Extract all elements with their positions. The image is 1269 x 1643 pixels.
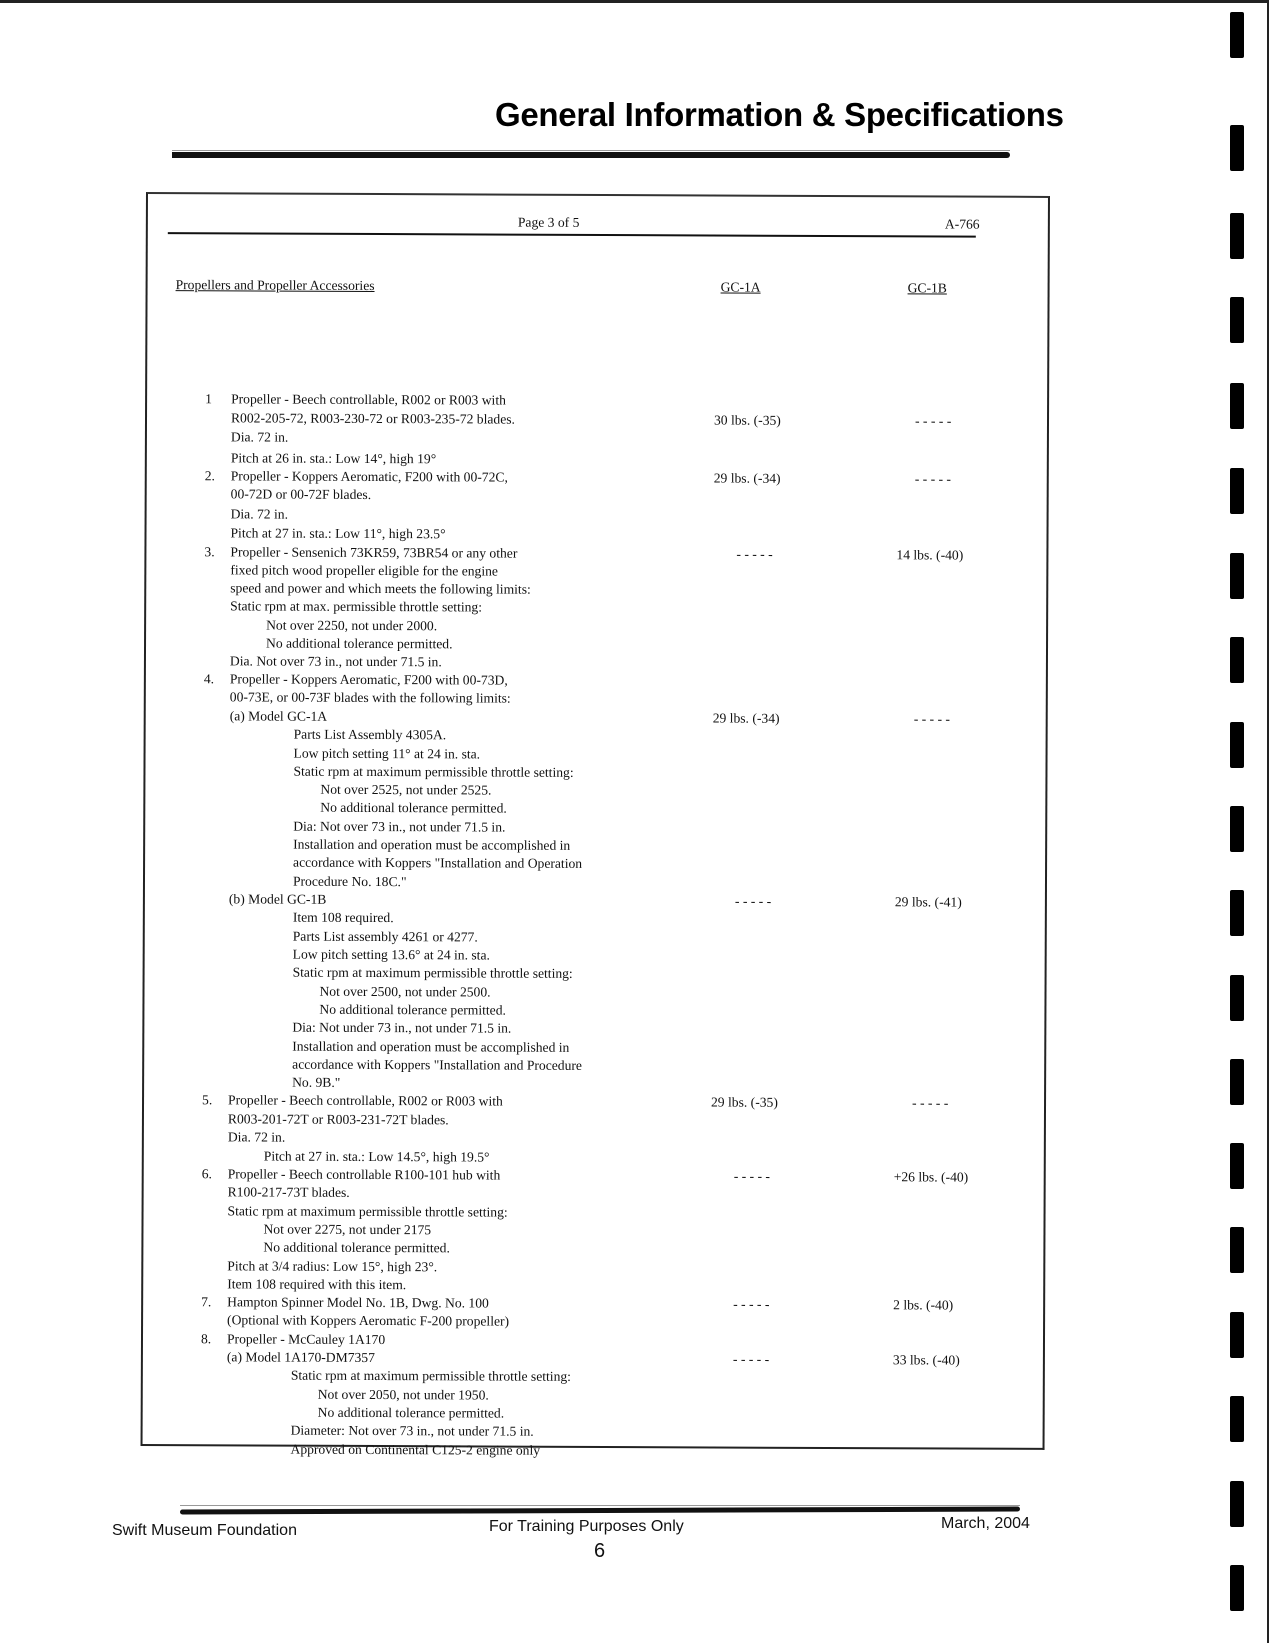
weight-gc1a: - - - - - <box>736 546 773 562</box>
column-header-gc1a: GC-1A <box>720 279 761 295</box>
weight-gc1a: - - - - - <box>732 1351 770 1367</box>
spec-line: Propeller - Sensenich 73KR59, 73BR54 or any other <box>230 544 518 561</box>
scan-mark <box>1230 806 1244 852</box>
spec-line: Dia: Not under 73 in., not under 71.5 in. <box>292 1019 512 1036</box>
spec-line: Propeller - Beech controllable R100-101 hub with <box>227 1166 501 1183</box>
spec-line: (a) Model GC-1A <box>229 708 328 724</box>
item-number: 7. <box>201 1294 212 1310</box>
scan-mark <box>1230 1565 1244 1611</box>
spec-line: Installation and operation must be accomplished in <box>292 1038 570 1055</box>
page-number: 6 <box>594 1540 606 1562</box>
scan-mark <box>1230 125 1244 171</box>
scan-mark <box>1230 1143 1244 1189</box>
spec-line: 00-72D or 00-72F blades. <box>230 486 372 502</box>
spec-line: Installation and operation must be accomplished in <box>293 836 571 853</box>
spec-line: Parts List assembly 4261 or 4277. <box>292 928 478 945</box>
spec-line: Dia. Not over 73 in., not under 71.5 in. <box>229 653 442 670</box>
spec-line: Not over 2250, not under 2000. <box>266 617 438 634</box>
spec-line: No additional tolerance permitted. <box>266 635 453 652</box>
sheet-page-label: Page 3 of 5 <box>517 214 580 230</box>
scan-mark <box>1230 1396 1244 1442</box>
footer-notice: For Training Purposes Only <box>489 1518 684 1535</box>
spec-line: Not over 2275, not under 2175 <box>263 1221 432 1238</box>
scan-mark <box>1230 297 1244 343</box>
type-certificate-sheet <box>141 192 1050 1458</box>
spec-line: R100-217-73T blades. <box>227 1184 350 1200</box>
spec-line: Propeller - Beech controllable, R002 or R003 with <box>231 391 506 408</box>
footer-date: March, 2004 <box>941 1515 1030 1532</box>
spec-line: Not over 2525, not under 2525. <box>320 781 492 798</box>
spec-line: (b) Model GC-1B <box>228 891 327 907</box>
spec-line: Static rpm at maximum permissible throttle setting: <box>292 964 573 981</box>
header-divider <box>172 152 1010 158</box>
weight-gc1a: 29 lbs. (-34) <box>713 470 781 486</box>
weight-gc1b: - - - - - <box>914 413 952 429</box>
spec-line: Approved on Continental C125-2 engine only <box>290 1441 541 1458</box>
spec-line: accordance with Koppers "Installation and Operation <box>293 854 583 871</box>
spec-line: Not over 2050, not under 1950. <box>317 1386 489 1403</box>
sheet-reference-number: A-766 <box>944 216 980 232</box>
spec-line: accordance with Koppers "Installation and Procedure <box>292 1056 583 1073</box>
weight-gc1b: - - - - - <box>912 1095 949 1111</box>
weight-gc1a: 29 lbs. (-35) <box>711 1094 778 1110</box>
scan-mark <box>1230 890 1244 936</box>
scan-mark <box>1230 213 1244 259</box>
item-number: 5. <box>202 1092 213 1108</box>
spec-line: No. 9B." <box>292 1074 341 1090</box>
scan-mark <box>1230 468 1244 514</box>
spec-line: Dia. 72 in. <box>230 506 289 522</box>
spec-line: Dia. 72 in. <box>227 1129 286 1145</box>
spec-line: No additional tolerance permitted. <box>317 1404 505 1421</box>
footer-divider <box>180 1507 1020 1515</box>
spec-line: Static rpm at maximum permissible throttle setting: <box>290 1367 572 1384</box>
spec-line: Low pitch setting 11° at 24 in. sta. <box>293 745 481 762</box>
spec-line: R002-205-72, R003-230-72 or R003-235-72 blades. <box>230 410 515 427</box>
scan-mark <box>1230 722 1244 768</box>
item-number: 2. <box>204 468 215 484</box>
item-number: 3. <box>204 544 215 560</box>
weight-gc1b: 2 lbs. (-40) <box>893 1297 954 1313</box>
spec-line: Diameter: Not over 73 in., not under 71.5 in. <box>290 1422 534 1439</box>
spec-line: Pitch at 27 in. sta.: Low 11°, high 23.5° <box>230 525 446 542</box>
spec-line: No additional tolerance permitted. <box>263 1239 450 1256</box>
scan-mark <box>1230 12 1244 58</box>
spec-line: Propeller - McCauley 1A170 <box>226 1331 386 1348</box>
weight-gc1a: 29 lbs. (-34) <box>712 710 780 726</box>
spec-line: Item 108 required with this item. <box>227 1276 407 1293</box>
scan-mark <box>1230 1312 1244 1358</box>
spec-line: speed and power and which meets the following limits: <box>230 580 531 597</box>
weight-gc1b: - - - - - <box>913 711 950 727</box>
item-number: 4. <box>203 671 215 687</box>
scan-mark <box>1230 1227 1244 1273</box>
footer-divider-thin <box>180 1505 1020 1506</box>
spec-line: Low pitch setting 13.6° at 24 in. sta. <box>292 946 490 963</box>
column-header-gc1b: GC-1B <box>907 280 947 296</box>
section-title: Propellers and Propeller Accessories <box>175 277 375 293</box>
spec-line: Dia. 72 in. <box>230 429 289 445</box>
spec-line: Item 108 required. <box>292 909 394 926</box>
scan-mark <box>1230 1059 1244 1105</box>
scan-top-edge <box>0 0 1269 3</box>
spec-line: Parts List Assembly 4305A. <box>293 726 447 743</box>
spec-line: Static rpm at maximum permissible throttle setting: <box>293 763 574 780</box>
header-divider-thin <box>172 150 1010 151</box>
scan-mark <box>1230 553 1244 599</box>
spec-line: Propeller - Beech controllable, R002 or R003 with <box>228 1092 503 1109</box>
spec-line: No additional tolerance permitted. <box>320 799 507 816</box>
spec-line: (a) Model 1A170-DM7357 <box>226 1349 375 1366</box>
weight-gc1a: - - - - - <box>734 893 772 909</box>
weight-gc1b: - - - - - <box>914 471 952 487</box>
spec-line: Not over 2500, not under 2500. <box>319 983 491 1000</box>
spec-line: R003-201-72T or R003-231-72T blades. <box>227 1111 449 1128</box>
spec-line: Static rpm at max. permissible throttle setting: <box>230 598 483 615</box>
weight-gc1b: 29 lbs. (-41) <box>894 894 962 910</box>
spec-line: Pitch at 26 in. sta.: Low 14°, high 19° <box>230 450 437 467</box>
weight-gc1b: 14 lbs. (-40) <box>896 547 964 563</box>
spec-line: Pitch at 3/4 radius: Low 15°, high 23°. <box>227 1258 438 1275</box>
spec-line: Propeller - Koppers Aeromatic, F200 with 00-72C, <box>230 468 508 485</box>
item-number: 6. <box>201 1166 212 1182</box>
scan-mark <box>1230 383 1244 429</box>
spec-line: Procedure No. 18C." <box>292 873 407 890</box>
spec-line: Static rpm at maximum permissible throttle setting: <box>227 1203 508 1220</box>
page-title: General Information & Specifications <box>495 96 1064 133</box>
binder-scan-marks <box>1230 0 1246 1643</box>
spec-line: Pitch at 27 in. sta.: Low 14.5°, high 19.5° <box>263 1148 490 1165</box>
spec-line: 00-73E, or 00-73F blades with the following limits: <box>229 689 511 706</box>
footer-organization: Swift Museum Foundation <box>112 1522 297 1539</box>
item-number: 8. <box>200 1331 212 1347</box>
weight-gc1a: 30 lbs. (-35) <box>713 412 781 428</box>
weight-gc1b: 33 lbs. (-40) <box>892 1352 960 1368</box>
spec-line: fixed pitch wood propeller eligible for the engine <box>230 562 499 579</box>
scan-mark <box>1230 637 1244 683</box>
scan-mark <box>1230 975 1244 1021</box>
spec-line: Dia: Not over 73 in., not under 71.5 in. <box>293 818 506 835</box>
spec-line: Hampton Spinner Model No. 1B, Dwg. No. 100 <box>227 1294 489 1311</box>
item-number: 1 <box>205 391 212 407</box>
spec-line: Propeller - Koppers Aeromatic, F200 with 00-73D, <box>229 671 508 688</box>
spec-line: No additional tolerance permitted. <box>319 1001 506 1018</box>
sheet-header-rule <box>168 232 976 238</box>
spec-line: (Optional with Koppers Aeromatic F-200 propeller) <box>227 1312 510 1329</box>
weight-gc1a: - - - - - <box>733 1168 770 1184</box>
scan-mark <box>1230 1481 1244 1527</box>
weight-gc1a: - - - - - <box>733 1296 770 1312</box>
weight-gc1b: +26 lbs. (-40) <box>893 1169 969 1185</box>
